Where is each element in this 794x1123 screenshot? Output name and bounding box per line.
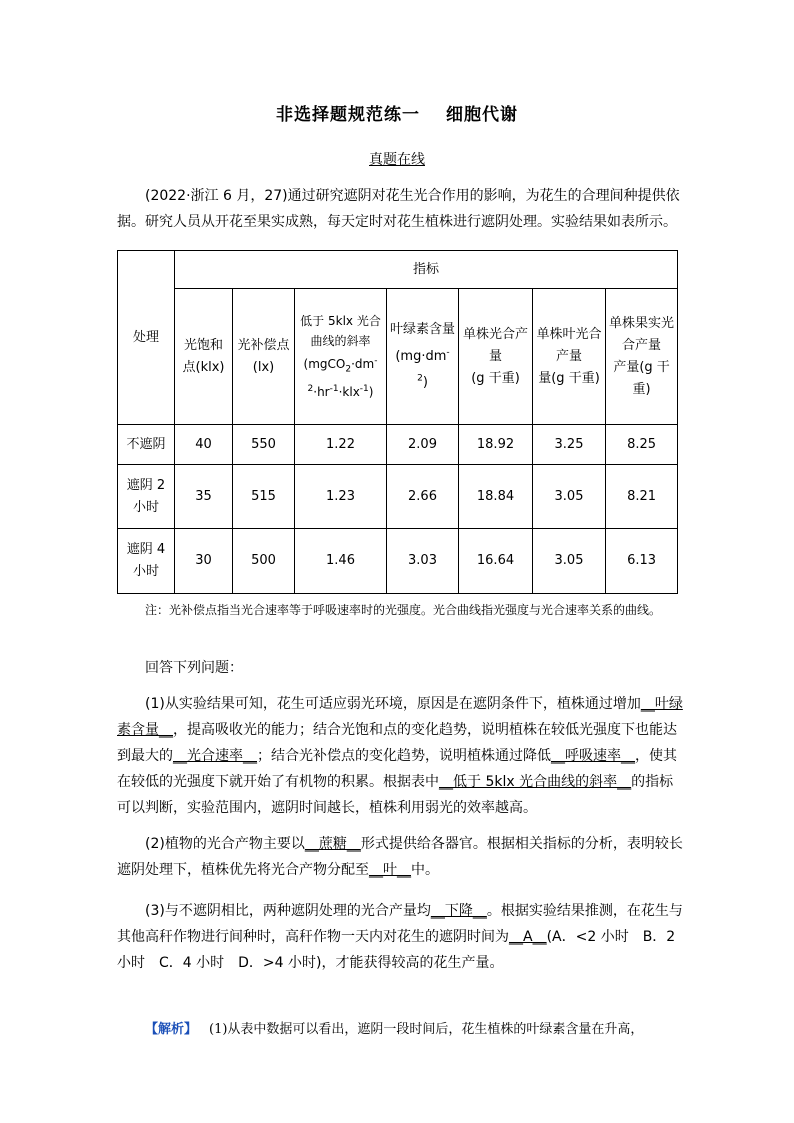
table-cell: 3.05 <box>533 529 606 594</box>
table-cell: 1.22 <box>295 425 387 465</box>
answer-1b: __光合速率__ <box>173 748 257 764</box>
header-plant-yield <box>459 289 533 425</box>
table-cell: 30 <box>175 529 233 594</box>
section-heading <box>0 149 794 169</box>
analysis-tag: 【解析】 <box>145 1022 198 1037</box>
table-cell: 8.25 <box>606 425 678 465</box>
table-row <box>118 529 678 594</box>
title-part1: 非选择题规范练一 <box>276 105 420 125</box>
header-plant-yield-label: 单株光合产量 <box>462 326 528 364</box>
page-title <box>0 100 794 125</box>
results-table <box>117 250 678 594</box>
table-cell: 3.03 <box>387 529 459 594</box>
answer-1c: __呼吸速率__ <box>551 748 635 764</box>
leaf-yield-unit: 量(g 干重) <box>538 370 600 386</box>
intro-text: 通过研究遮阴对花生光合作用的影响，为花生的合理间种提供依据。研究人员从开花至果实成熟，每天定时对花生植株进行遮阴处理。实验结果如表所示。 <box>117 188 680 230</box>
table-row <box>118 425 678 465</box>
table-cell: 515 <box>233 465 295 529</box>
title-part2: 细胞代谢 <box>446 105 518 125</box>
header-fruit-yield <box>606 289 678 425</box>
answer-1a: __叶绿素含量__ <box>117 696 683 738</box>
table-cell: 35 <box>175 465 233 529</box>
table-cell: 2.09 <box>387 425 459 465</box>
question-2: (2)植物的光合产物主要以__蔗糖__形式提供给各器官。根据相关指标的分析，表明较长遮阴处理下，植株优先将光合产物分配至__叶__中。 <box>117 836 683 878</box>
table-cell: 3.25 <box>533 425 606 465</box>
table-cell: 40 <box>175 425 233 465</box>
intro-paragraph <box>117 183 687 235</box>
table-row <box>118 465 678 529</box>
table-cell: 1.46 <box>295 529 387 594</box>
table-cell: 18.84 <box>459 465 533 529</box>
table-cell: 6.13 <box>606 529 678 594</box>
answer-2b: __叶__ <box>369 862 411 878</box>
analysis <box>145 1018 685 1037</box>
analysis-text: (1)从表中数据可以看出，遮阴一段时间后，花生植株的叶绿素含量在升高， <box>209 1022 644 1037</box>
table-cell: 550 <box>233 425 295 465</box>
question-intro: 回答下列问题： <box>145 660 243 676</box>
header-light-compensation: 光补偿点(lx) <box>233 289 295 425</box>
header-fruit-yield-label: 单株果实光合产量 <box>609 315 675 353</box>
row-label: 遮阴 4 小时 <box>118 529 175 594</box>
fruit-yield-unit: 产量(g 干重) <box>613 359 670 397</box>
plant-yield-unit: (g 干重) <box>471 370 520 386</box>
answer-3b: __A__ <box>509 929 547 945</box>
intro-source: (2022·浙江 6 月，27) <box>145 188 288 204</box>
table-cell: 18.92 <box>459 425 533 465</box>
table-cell: 1.23 <box>295 465 387 529</box>
table-cell: 16.64 <box>459 529 533 594</box>
header-light-saturation: 光饱和点(klx) <box>175 289 233 425</box>
table-cell: 3.05 <box>533 465 606 529</box>
table-note: 注：光补偿点指当光合速率等于呼吸速率时的光强度。光合曲线指光强度与光合速率关系的曲线。 <box>145 603 662 617</box>
header-chlorophyll-label: 叶绿素含量 <box>390 322 456 338</box>
header-curve-slope <box>295 289 387 425</box>
table-cell: 500 <box>233 529 295 594</box>
slope-unit: $(mgCO_2\cdot dm^{-2}\cdot hr^{-1}\cdot klx^{-1})$ <box>303 355 378 400</box>
answer-2a: __蔗糖__ <box>304 836 361 852</box>
answer-1d: __低于 5klx 光合曲线的斜率__ <box>439 774 632 790</box>
question-3: (3)与不遮阴相比，两种遮阴处理的光合产量均__下降__。根据实验结果推测，在花生与其他高秆作物进行间种时，高秆作物一天内对花生的遮阴时间为__A__(A．<2 小时 B．2 小时 C．4 小时 D．>4 小时)，才能获得较高的花生产量。 <box>117 903 683 971</box>
header-treatment: 处理 <box>118 251 175 425</box>
header-leaf-yield-label: 单株叶光合产量 <box>536 326 602 364</box>
table-cell: 8.21 <box>606 465 678 529</box>
row-label: 不遮阴 <box>118 425 175 465</box>
chlorophyll-unit: $(mg\cdot dm^{-2})$ <box>395 347 450 390</box>
header-chlorophyll <box>387 289 459 425</box>
row-label: 遮阴 2 小时 <box>118 465 175 529</box>
question-1: (1)从实验结果可知，花生可适应弱光环境，原因是在遮阴条件下，植株通过增加__叶绿素含量__，提高吸收光的能力；结合光饱和点的变化趋势，说明植株在较低光强度下也能达到最大的__光合速率__；结合光补偿点的变化趋势，说明植株通过降低__呼吸速率__，使其在较低的光强度下就开始了有机物的积累。根据表中__低于 5klx 光合曲线的斜率__的指标可以判断，实验范围内，遮阴时间越长，植株利用弱光的效率越高。 <box>117 696 683 816</box>
header-curve-slope-label: 低于 5klx 光合曲线的斜率 <box>300 313 381 348</box>
table-cell: 2.66 <box>387 465 459 529</box>
section-label: 真题在线 <box>369 152 425 168</box>
answer-3a: __下降__ <box>430 903 487 919</box>
header-indicator: 指标 <box>175 251 678 289</box>
header-leaf-yield <box>533 289 606 425</box>
